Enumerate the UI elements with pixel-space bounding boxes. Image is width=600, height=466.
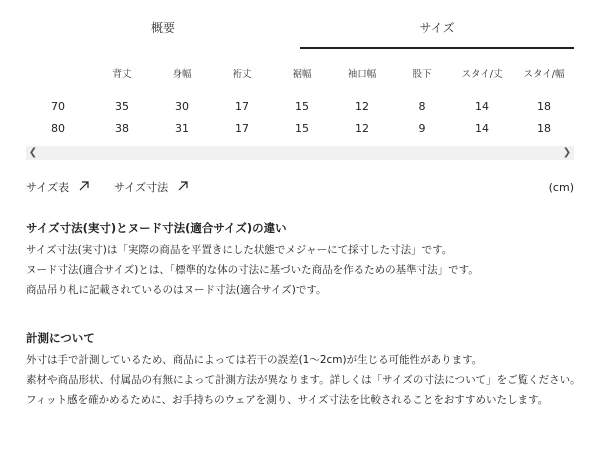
table-cell: 35 (115, 100, 129, 113)
size-cell: 70 (51, 100, 65, 113)
size-table-header (26, 66, 574, 84)
table-cell: 14 (475, 122, 489, 135)
paragraph: ヌード寸法(適合サイズ)とは、「標準的な体の寸法に基づいた商品を作るための基準寸法」です。 (26, 264, 479, 276)
tab-size[interactable]: サイズ (419, 21, 455, 35)
table-cell: 9 (418, 122, 426, 135)
table-cell: 15 (295, 122, 309, 135)
unit-label: (cm) (548, 181, 574, 194)
header-cell: 袖口幅 (347, 69, 377, 80)
paragraph: サイズ寸法(実寸)は「実際の商品を平置きにした状態でメジャーにて採寸した寸法」です。 (26, 244, 453, 256)
table-cell: 12 (355, 100, 369, 113)
tab-overview[interactable]: 概要 (150, 21, 175, 35)
size-chart-link-label: サイズ表 (26, 181, 70, 194)
table-cell: 17 (235, 122, 249, 135)
table-cell: 15 (295, 100, 309, 113)
table-cell: 18 (537, 122, 551, 135)
section-title: サイズ寸法(実寸)とヌード寸法(適合サイズ)の違い (26, 221, 287, 235)
table-cell: 30 (175, 100, 189, 113)
table-cell: 31 (175, 122, 189, 135)
table-cell: 38 (115, 122, 129, 135)
header-cell: スタイ/丈 (461, 69, 503, 80)
chevron-right-icon[interactable]: ❯ (562, 147, 572, 158)
table-row (26, 120, 574, 138)
table-cell: 8 (418, 100, 426, 113)
table-row (26, 98, 574, 116)
table-cell: 17 (235, 100, 249, 113)
header-cell: 身幅 (172, 69, 192, 80)
header-cell: 裄丈 (232, 69, 252, 80)
arrow-up-right-icon (177, 180, 189, 192)
table-cell: 14 (475, 100, 489, 113)
measurement-section (26, 328, 586, 410)
horizontal-scrollbar[interactable] (26, 146, 574, 160)
header-cell: 裾幅 (292, 69, 312, 80)
chevron-left-icon[interactable]: ❮ (28, 147, 38, 158)
table-cell: 18 (537, 100, 551, 113)
tab-bar (26, 14, 574, 50)
size-chart-link[interactable] (26, 178, 90, 198)
size-links (26, 178, 574, 198)
header-cell: スタイ/幅 (523, 69, 565, 80)
header-cell: 股下 (412, 69, 432, 80)
paragraph: 商品吊り札に記載されているのはヌード寸法(適合サイズ)です。 (26, 284, 327, 296)
size-dimensions-link-label: サイズ寸法 (114, 181, 169, 194)
size-difference-section (26, 218, 586, 300)
paragraph: 素材や商品形状、付属品の有無によって計測方法が異なります。詳しくは「サイズの寸法について」をご覧ください。 (26, 374, 581, 386)
size-dimensions-link[interactable] (114, 178, 189, 198)
paragraph: 外寸は手で計測しているため、商品によっては若干の誤差(1～2cm)が生じる可能性があります。 (26, 354, 483, 366)
paragraph: フィット感を確かめるために、お手持ちのウェアを測り、サイズ寸法を比較されることをおすすめいたします。 (26, 394, 549, 406)
section-title: 計測について (26, 331, 95, 345)
arrow-up-right-icon (78, 180, 90, 192)
table-cell: 12 (355, 122, 369, 135)
active-tab-indicator (300, 47, 574, 49)
size-cell: 80 (51, 122, 65, 135)
header-cell: 背丈 (112, 69, 132, 80)
